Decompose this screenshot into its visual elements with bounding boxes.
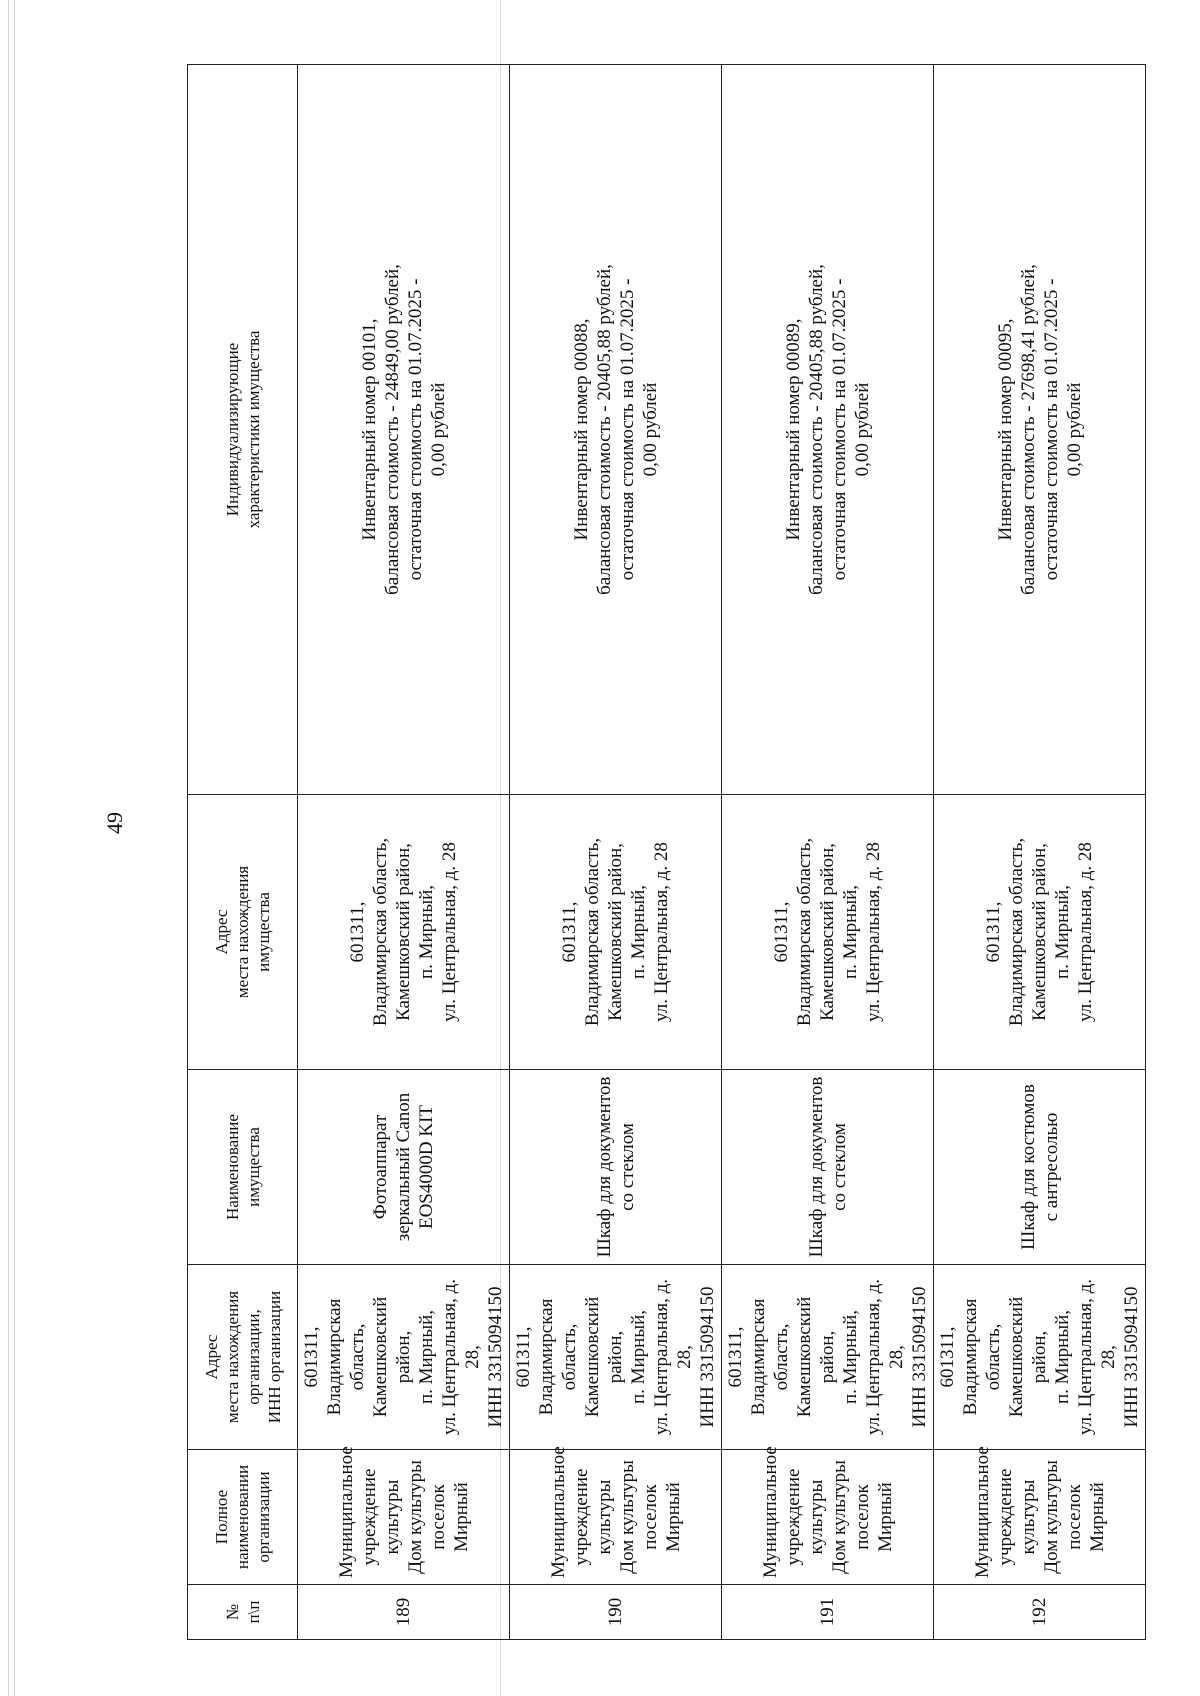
header-characteristics: Индивидуализирующие характеристики имущества (188, 65, 298, 795)
org-name: Муниципальное учреждение культуры Дом культуры поселок Мирный (722, 1450, 934, 1585)
org-name: Муниципальное учреждение культуры Дом культуры поселок Мирный (298, 1450, 510, 1585)
scan-edge-line (8, 0, 9, 1696)
property-name: Фотоаппарат зеркальный Canon EOS4000D KIT (298, 1070, 510, 1265)
property-characteristics: Инвентарный номер 00101, балансовая стоимость - 24849,00 рублей, остаточная стоимость на 01.07.2025 - 0,00 рублей (298, 65, 510, 795)
header-property-name: Наименование имущества (188, 1070, 298, 1265)
table-row (934, 65, 1146, 1640)
property-address: 601311, Владимирская область, Камешковский район, п. Мирный, ул. Центральная, д. 28 (298, 795, 510, 1070)
header-property-address: Адрес места нахождения имущества (188, 795, 298, 1070)
property-name: Шкаф для костюмов с антресолью (934, 1070, 1146, 1265)
page-number: 49 (102, 812, 127, 834)
property-table (187, 64, 1146, 1640)
property-address: 601311, Владимирская область, Камешковский район, п. Мирный, ул. Центральная, д. 28 (934, 795, 1146, 1070)
org-address: 601311, Владимирская область, Камешковский район, п. Мирный, ул. Центральная, д. 28, ИНН 3315094150 (298, 1265, 510, 1450)
property-characteristics: Инвентарный номер 00095, балансовая стоимость - 27698,41 рублей, остаточная стоимость на 01.07.2025 - 0,00 рублей (934, 65, 1146, 795)
org-name: Муниципальное учреждение культуры Дом культуры поселок Мирный (934, 1450, 1146, 1585)
property-address: 601311, Владимирская область, Камешковский район, п. Мирный, ул. Центральная, д. 28 (722, 795, 934, 1070)
row-number: 190 (510, 1585, 722, 1640)
table-row (510, 65, 722, 1640)
org-name: Муниципальное учреждение культуры Дом культуры поселок Мирный (510, 1450, 722, 1585)
property-characteristics: Инвентарный номер 00089, балансовая стоимость - 20405,88 рублей, остаточная стоимость на 01.07.2025 - 0,00 рублей (722, 65, 934, 795)
org-address: 601311, Владимирская область, Камешковский район, п. Мирный, ул. Центральная, д. 28, ИНН 3315094150 (934, 1265, 1146, 1450)
property-name: Шкаф для документов со стеклом (510, 1070, 722, 1265)
org-address: 601311, Владимирская область, Камешковский район, п. Мирный, ул. Центральная, д. 28, ИНН 3315094150 (510, 1265, 722, 1450)
table-row (298, 65, 510, 1640)
scan-edge-line (14, 0, 15, 1696)
property-name: Шкаф для документов со стеклом (722, 1070, 934, 1265)
header-org-address: Адрес места нахождения организации, ИНН организации (188, 1265, 298, 1450)
row-number: 192 (934, 1585, 1146, 1640)
header-row (188, 65, 298, 1640)
row-number: 189 (298, 1585, 510, 1640)
org-address: 601311, Владимирская область, Камешковский район, п. Мирный, ул. Центральная, д. 28, ИНН 3315094150 (722, 1265, 934, 1450)
header-number: № п\п (188, 1585, 298, 1640)
table-row (722, 65, 934, 1640)
row-number: 191 (722, 1585, 934, 1640)
header-org-name: Полное наименовании организации (188, 1450, 298, 1585)
rotated-table-container (187, 65, 1142, 1640)
property-characteristics: Инвентарный номер 00088, балансовая стоимость - 20405,88 рублей, остаточная стоимость на 01.07.2025 - 0,00 рублей (510, 65, 722, 795)
property-address: 601311, Владимирская область, Камешковский район, п. Мирный, ул. Центральная, д. 28 (510, 795, 722, 1070)
